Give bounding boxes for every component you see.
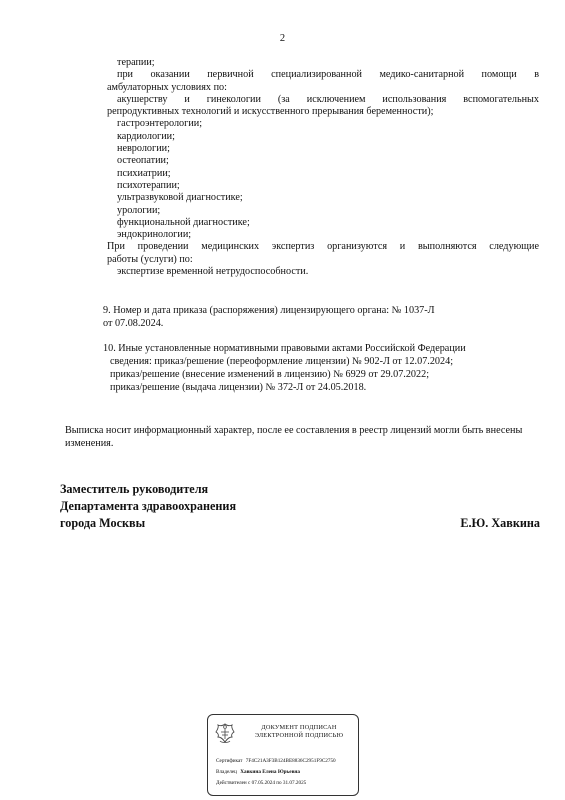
- order-item-9: [103, 304, 543, 330]
- stamp-owner: [216, 769, 300, 776]
- order-item-9-line-1: 9. Номер и дата приказа (распоряжения) лицензирующего органа: № 1037-Л: [103, 305, 435, 316]
- signer-name: Е.Ю. Хавкина: [460, 516, 540, 530]
- page-number: 2: [279, 33, 286, 44]
- stamp-validity: Действителен с 07.05.2024 по 31.07.2025: [216, 780, 307, 786]
- signer-title-line-3: города Москвы: [60, 516, 146, 530]
- service-line: неврологии;: [117, 143, 170, 155]
- service-line: психотерапии;: [117, 179, 180, 191]
- service-line: экспертизе временной нетрудоспособности.: [117, 266, 309, 278]
- service-line: акушерству и гинекологии (за исключением использования вспомогательных: [117, 93, 539, 105]
- stamp-title: [244, 724, 354, 740]
- service-line: при оказании первичной специализированной медико-санитарной помощи в: [117, 69, 539, 81]
- stamp-title-line-1: ДОКУМЕНТ ПОДПИСАН: [261, 724, 337, 731]
- service-line: урологии;: [117, 204, 161, 216]
- order-item-10: [103, 342, 543, 394]
- information-note: Выписка носит информационный характер, после ее составления в реестр лицензий могли быть внесены изменения.: [65, 425, 523, 449]
- service-line: ультразвуковой диагностике;: [117, 192, 243, 204]
- stamp-owner-label: Владелец: [216, 769, 237, 775]
- signature-block: [60, 481, 540, 532]
- service-line: кардиологии;: [117, 130, 175, 142]
- order-item-10-line-2: сведения: приказ/решение (переоформление лицензии) № 902-Л от 12.07.2024;: [110, 356, 454, 367]
- order-item-10-line-3: приказ/решение (внесение изменений в лицензию) № 6929 от 29.07.2022;: [110, 369, 430, 380]
- service-line: При проведении медицинских экспертиз организуются и выполняются следующие: [107, 241, 539, 253]
- stamp-certificate-value: 7F4C21A3F3B124BE8836C2951F9C2750: [245, 758, 336, 764]
- coat-of-arms-icon: [214, 721, 236, 747]
- service-line: эндокринологии;: [117, 229, 192, 241]
- service-line: репродуктивных технологий и искусственного прерывания беременности);: [107, 106, 434, 118]
- service-line: функциональной диагностике;: [117, 216, 250, 228]
- order-item-9-line-2: от 07.08.2024.: [103, 318, 164, 329]
- licensed-services-list: [107, 57, 539, 278]
- service-line: гастроэнтерологии;: [117, 118, 203, 130]
- order-item-10-line-4: приказ/решение (выдача лицензии) № 372-Л от 24.05.2018.: [110, 382, 367, 393]
- stamp-certificate: [216, 758, 336, 765]
- stamp-owner-value: Хавкина Елена Юрьевна: [240, 769, 300, 775]
- service-line: работы (услуги) по:: [107, 253, 193, 265]
- service-line: терапии;: [117, 57, 155, 68]
- service-line: амбулаторных условиях по:: [107, 81, 227, 93]
- signer-title-line-1: Заместитель руководителя: [60, 482, 209, 496]
- service-line: психиатрии;: [117, 167, 171, 179]
- order-item-10-line-1: 10. Иные установленные нормативными правовыми актами Российской Федерации: [103, 343, 466, 354]
- electronic-signature-stamp: [207, 714, 359, 796]
- service-line: остеопатии;: [117, 155, 169, 167]
- signer-title-line-2: Департамента здравоохранения: [60, 499, 237, 513]
- stamp-title-line-2: ЭЛЕКТРОННОЙ ПОДПИСЬЮ: [254, 732, 344, 739]
- stamp-certificate-label: Сертификат: [216, 758, 243, 764]
